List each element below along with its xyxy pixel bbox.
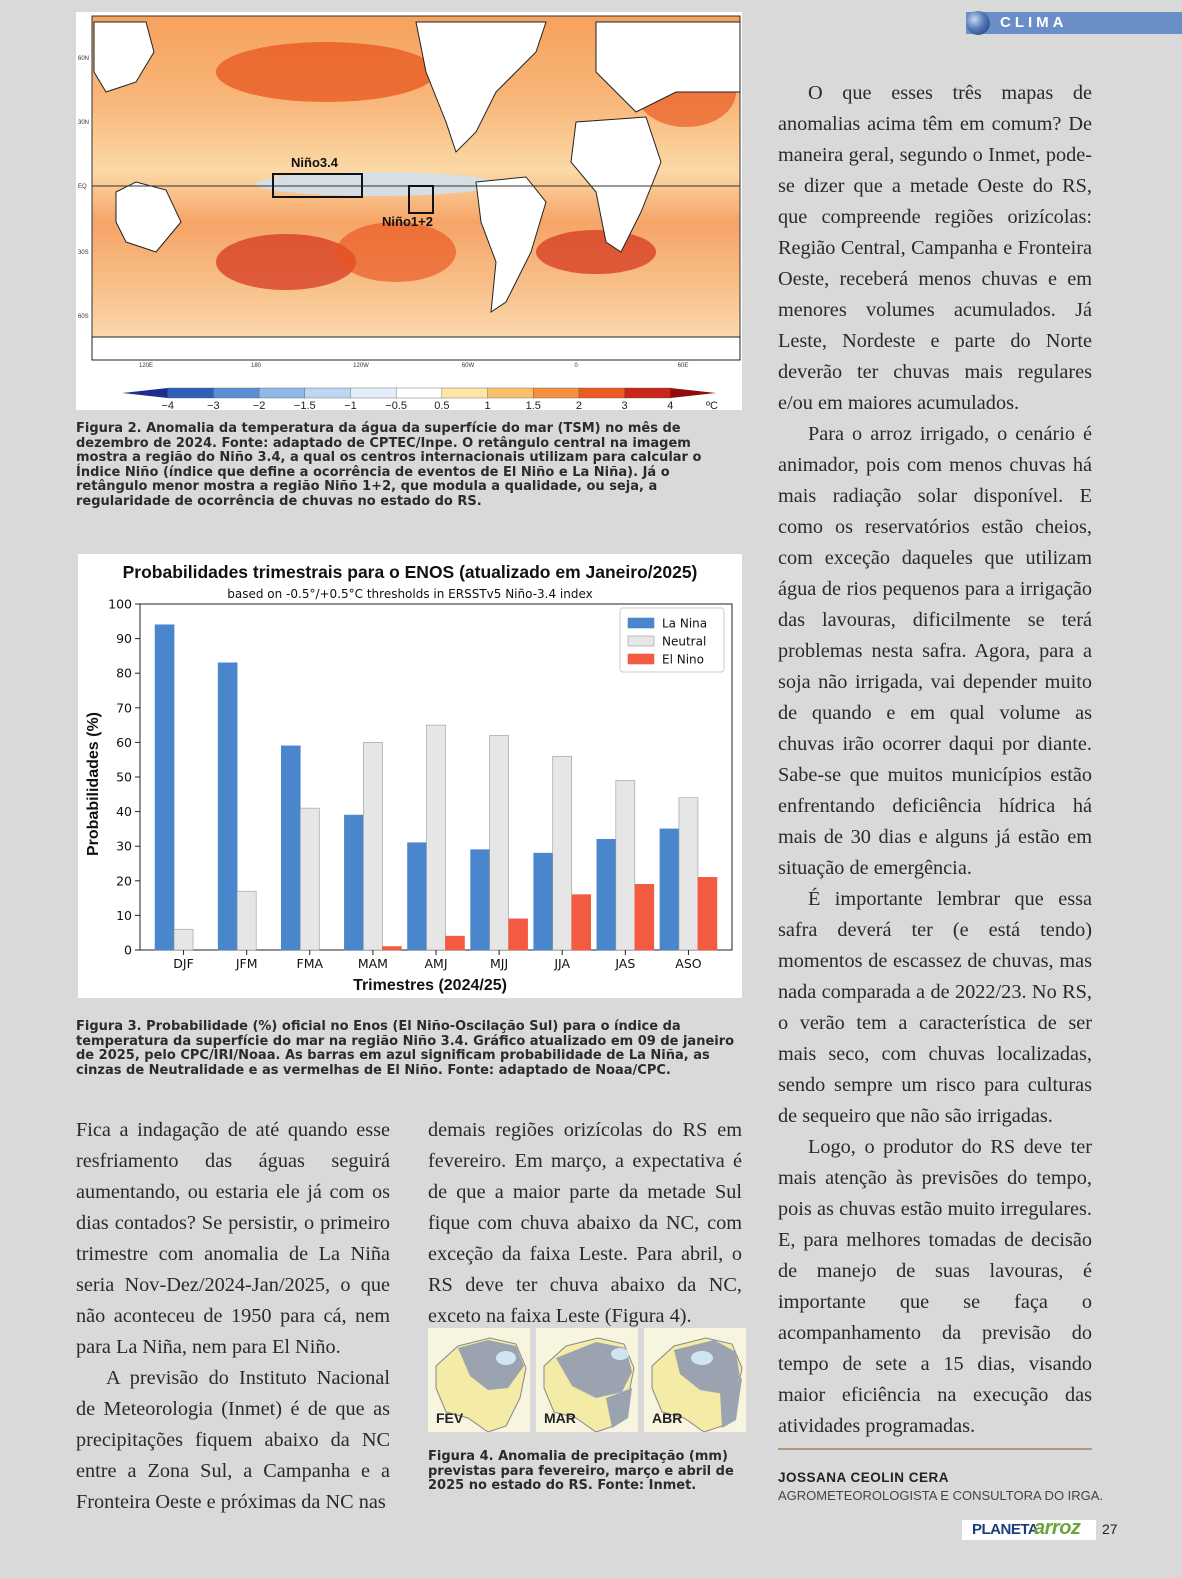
chart-title: Probabilidades trimestrais para o ENOS (atualizado em Janeiro/2025) xyxy=(122,562,698,582)
bar-neutral-djf xyxy=(174,929,193,950)
bar-neutral-jja xyxy=(553,756,572,950)
bar-neutral-aso xyxy=(679,798,698,950)
map-abr xyxy=(644,1328,746,1432)
colorbar-segment xyxy=(442,388,488,398)
above-normal-area xyxy=(496,1351,516,1365)
figure4-caption: Figura 4. Anomalia de precipitação (mm) previstas para fevereiro, março e abril de 2025 no estado do RS. Fonte: Inmet. xyxy=(428,1449,734,1494)
bar-la-nina-mjj xyxy=(471,850,490,950)
chart-legend xyxy=(620,608,724,672)
bar-la-nina-jfm xyxy=(218,663,237,950)
map-lat-label: 30N xyxy=(78,120,90,126)
colorbar-segment xyxy=(168,388,214,398)
colorbar-tick-label: 1 xyxy=(484,400,491,410)
logo-text-planeta: PLANETA xyxy=(972,1521,1039,1538)
warm-anomaly-south-pacific xyxy=(216,234,356,290)
map-lon-label: 180 xyxy=(250,363,262,369)
bar-el-nino-mam xyxy=(382,947,401,950)
y-tick-label: 30 xyxy=(116,838,132,854)
nino34-label: Niño3.4 xyxy=(291,155,338,170)
y-tick-label: 40 xyxy=(116,804,132,820)
antarctica-landmass xyxy=(92,337,740,360)
colorbar-tick-label: 1.5 xyxy=(525,400,541,410)
legend-swatch xyxy=(628,618,654,628)
y-tick-label: 80 xyxy=(116,665,132,681)
legend-label: Neutral xyxy=(662,634,707,649)
sst-map-svg xyxy=(76,12,742,410)
bar-el-nino-jas xyxy=(635,884,654,950)
bar-neutral-mjj xyxy=(490,735,509,950)
author-divider xyxy=(778,1448,1092,1450)
map-fev xyxy=(428,1328,530,1432)
magazine-logo xyxy=(962,1517,1096,1540)
bar-neutral-amj xyxy=(427,725,446,950)
y-tick-label: 60 xyxy=(116,734,132,750)
x-tick-label: ASO xyxy=(675,956,702,971)
bar-la-nina-mam xyxy=(344,815,363,950)
bar-la-nina-jja xyxy=(534,853,553,950)
section-label: CLIMA xyxy=(1000,14,1068,31)
paragraph: Logo, o produtor do RS deve ter mais atenção às previsões do tempo, pois as chuvas estão muito irregulares. E, para melhores tomadas de decisão de manejo de suas lavouras, é importante que se faça o acompanhamento da previsão do tempo de sete a 15 dias, visando maior eficiência na execução das atividades programadas. xyxy=(778,1136,1092,1437)
y-tick-label: 0 xyxy=(124,942,132,958)
chart-svg xyxy=(78,554,742,998)
section-header xyxy=(966,12,1182,34)
bar-el-nino-amj xyxy=(446,936,465,950)
colorbar-segment xyxy=(670,388,716,398)
map-label: FEV xyxy=(436,1410,464,1426)
bar-la-nina-djf xyxy=(155,625,174,950)
warm-anomaly-south-pacific-east xyxy=(336,222,456,282)
enso-probability-chart xyxy=(78,554,742,998)
colorbar-tick-label: −3 xyxy=(207,400,220,410)
colorbar-tick-label: 2 xyxy=(575,400,582,410)
bar-la-nina-aso xyxy=(660,829,679,950)
paragraph: É importante lembrar que essa safra deverá ter (e está tendo) momentos de escassez de chuvas, mas nada comparada a de 2022/23. No RS, o verão tem a característica de ser mais seco, com chuvas localizadas, sendo sempre um risco para culturas de sequeiro que não são irrigadas. xyxy=(778,888,1092,1127)
above-normal-area xyxy=(611,1348,629,1360)
colorbar-segment xyxy=(122,388,168,398)
colorbar-segment xyxy=(350,388,396,398)
author-role: AGROMETEOROLOGISTA E CONSULTORA DO IRGA. xyxy=(778,1488,1104,1503)
nino12-label: Niño1+2 xyxy=(382,214,433,229)
colorbar-tick-label: 3 xyxy=(621,400,628,410)
colorbar-segment xyxy=(305,388,351,398)
paragraph: demais regiões orizícolas do RS em fevereiro. Em março, a expectativa é de que a maior parte da metade Sul fique com chuva abaixo da NC, com exceção da faixa Leste. Para abril, o RS deve ter chuva abaixo da NC, exceto na faixa Leste (Figura 4). xyxy=(428,1119,742,1327)
colorbar-tick-label: −1.5 xyxy=(293,400,316,410)
colorbar-unit: ºC xyxy=(706,400,718,410)
map-lat-label: EQ xyxy=(78,184,87,190)
colorbar-segment xyxy=(396,388,442,398)
chart-xlabel: Trimestres (2024/25) xyxy=(353,977,507,994)
colorbar-segment xyxy=(488,388,534,398)
x-tick-label: DJF xyxy=(173,956,194,971)
y-tick-label: 10 xyxy=(116,907,132,923)
chart-ylabel: Probabilidades (%) xyxy=(85,711,102,857)
legend-label: El Nino xyxy=(662,652,704,667)
y-tick-label: 50 xyxy=(116,769,132,785)
x-tick-label: AMJ xyxy=(424,956,448,971)
paragraph: Fica a indagação de até quando esse resfriamento das águas seguirá aumentando, ou estaria ele já com os dias contados? Se persistir, o primeiro trimestre com anomalia de La Niña seria Nov-Dez/2024-Jan/2025, o que não aconteceu de 1950 para cá, nem para La Niña, nem para El Niño. xyxy=(76,1119,390,1358)
x-tick-label: JJA xyxy=(554,956,571,971)
colorbar-tick-label: −2 xyxy=(252,400,266,410)
y-tick-label: 100 xyxy=(108,596,132,612)
map-lat-label: 60N xyxy=(78,56,90,62)
paragraph: O que esses três mapas de anomalias acima têm em comum? De maneira geral, segundo o Inmet, pode-se dizer que a metade Oeste do RS, que compreende regiões orizícolas: Região Central, Campanha e Fronteira Oeste, receberá menos chuvas e em menores volumes acumulados. Já Leste, Nordeste e parte do Norte deverão ter chuvas mais regulares e/ou em maiores acumulados. xyxy=(778,82,1092,414)
figure3-caption: Figura 3. Probabilidade (%) oficial no Enos (El Niño-Oscilação Sul) para o índice da temperatura da superfície do mar na região Niño 3.4. Gráfico atualizado em 09 de janeiro de 2025, pelo CPC/IRI/Noaa. As barras em azul significam probabilidade de La Niña, as cinzas de Neutralidade e as vermelhas de El Niño. Fonte: adaptado de Noaa/CPC. xyxy=(76,1019,735,1078)
bar-la-nina-amj xyxy=(408,843,427,950)
globe-icon xyxy=(966,11,990,35)
y-tick-label: 90 xyxy=(116,631,132,647)
colorbar-tick-label: −1 xyxy=(344,400,357,410)
body-column-right xyxy=(778,78,1092,1442)
x-tick-label: JFM xyxy=(235,956,258,971)
y-tick-label: 20 xyxy=(116,873,132,889)
legend-swatch xyxy=(628,636,654,646)
bar-neutral-jfm xyxy=(237,891,256,950)
colorbar-segment xyxy=(213,388,259,398)
cool-anomaly-equatorial-pacific xyxy=(256,172,496,196)
precipitation-maps xyxy=(428,1328,746,1432)
figure2-caption: Figura 2. Anomalia da temperatura da água da superfície do mar (TSM) no mês de dezembro de 2024. Fonte: adaptado de CPTEC/Inpe. O retângulo central na imagem mostra a região do Niño 3.4, a qual os centros internacionais utilizam para calcular o Índice Niño (índice que define a ocorrência de eventos de El Niño e La Niña). Já o retângulo menor mostra a região Niño 1+2, que modula a qualidade, ou seja, a regularidade de ocorrência de chuvas no estado do RS. xyxy=(76,421,702,509)
body-column-left xyxy=(76,1115,390,1518)
bar-la-nina-fma xyxy=(281,746,300,950)
x-tick-label: MJJ xyxy=(490,956,509,971)
map-mar xyxy=(536,1328,638,1432)
paragraph: Para o arroz irrigado, o cenário é animador, pois com menos chuvas há mais radiação solar disponível. E como os reservatórios estão cheios, com exceção daqueles que utilizam água de rios pequenos para a irrigação das lavouras, dificilmente se terá problemas nesta safra. Agora, para a soja não irrigada, vai depender muito de quando e em qual volume as chuvas irão ocorrer daqui por diante. Sabe-se que muitos municípios estão enfrentando deficiência hídrica há mais de 30 dias e alguns já estão em situação de emergência. xyxy=(778,423,1092,879)
colorbar-tick-label: −0.5 xyxy=(385,400,408,410)
x-tick-label: FMA xyxy=(296,956,324,971)
bar-el-nino-jja xyxy=(572,895,591,950)
map-lon-label: 120E xyxy=(138,363,154,369)
paragraph: A previsão do Instituto Nacional de Meteorologia (Inmet) é de que as precipitações fiquem abaixo da NC entre a Zona Sul, a Campanha e a Fronteira Oeste e próximas da NC nas xyxy=(76,1367,390,1513)
body-column-middle xyxy=(428,1115,742,1332)
bar-neutral-fma xyxy=(300,808,319,950)
colorbar-segment xyxy=(259,388,305,398)
bar-el-nino-aso xyxy=(698,877,717,950)
page-number: 27 xyxy=(1102,1521,1118,1537)
colorbar-tick-label: 0.5 xyxy=(434,400,450,410)
sst-anomaly-map xyxy=(76,12,742,410)
colorbar-tick-label: −4 xyxy=(161,400,174,410)
logo-text-arroz: arroz xyxy=(1034,1517,1081,1539)
map-label: MAR xyxy=(544,1410,576,1426)
bar-el-nino-mjj xyxy=(509,919,528,950)
above-normal-area xyxy=(691,1351,713,1365)
warm-anomaly-north-pacific xyxy=(216,42,436,102)
map-lon-label: 60E xyxy=(677,363,689,369)
map-label: ABR xyxy=(652,1410,683,1426)
colorbar-segment xyxy=(533,388,579,398)
legend-swatch xyxy=(628,654,654,664)
bar-neutral-mam xyxy=(363,742,382,950)
map-lat-label: 30S xyxy=(78,250,89,256)
x-tick-label: MAM xyxy=(357,956,388,971)
colorbar-segment xyxy=(625,388,671,398)
x-tick-label: JAS xyxy=(615,956,636,971)
colorbar-segment xyxy=(579,388,625,398)
author-name: JOSSANA CEOLIN CERA xyxy=(778,1470,950,1485)
legend-label: La Nina xyxy=(662,616,708,631)
map-lat-label: 60S xyxy=(78,314,89,320)
map-lon-label: 60W xyxy=(461,363,475,369)
map-lon-label: 120W xyxy=(353,363,369,369)
chart-subtitle: based on -0.5°/+0.5°C thresholds in ERSSTv5 Niño-3.4 index xyxy=(227,587,593,601)
bar-neutral-jas xyxy=(616,780,635,950)
warm-anomaly-south-atlantic xyxy=(536,230,656,274)
map-lon-label: 0 xyxy=(574,363,578,369)
colorbar-tick-label: 4 xyxy=(667,400,674,410)
y-tick-label: 70 xyxy=(116,700,132,716)
bar-la-nina-jas xyxy=(597,839,616,950)
